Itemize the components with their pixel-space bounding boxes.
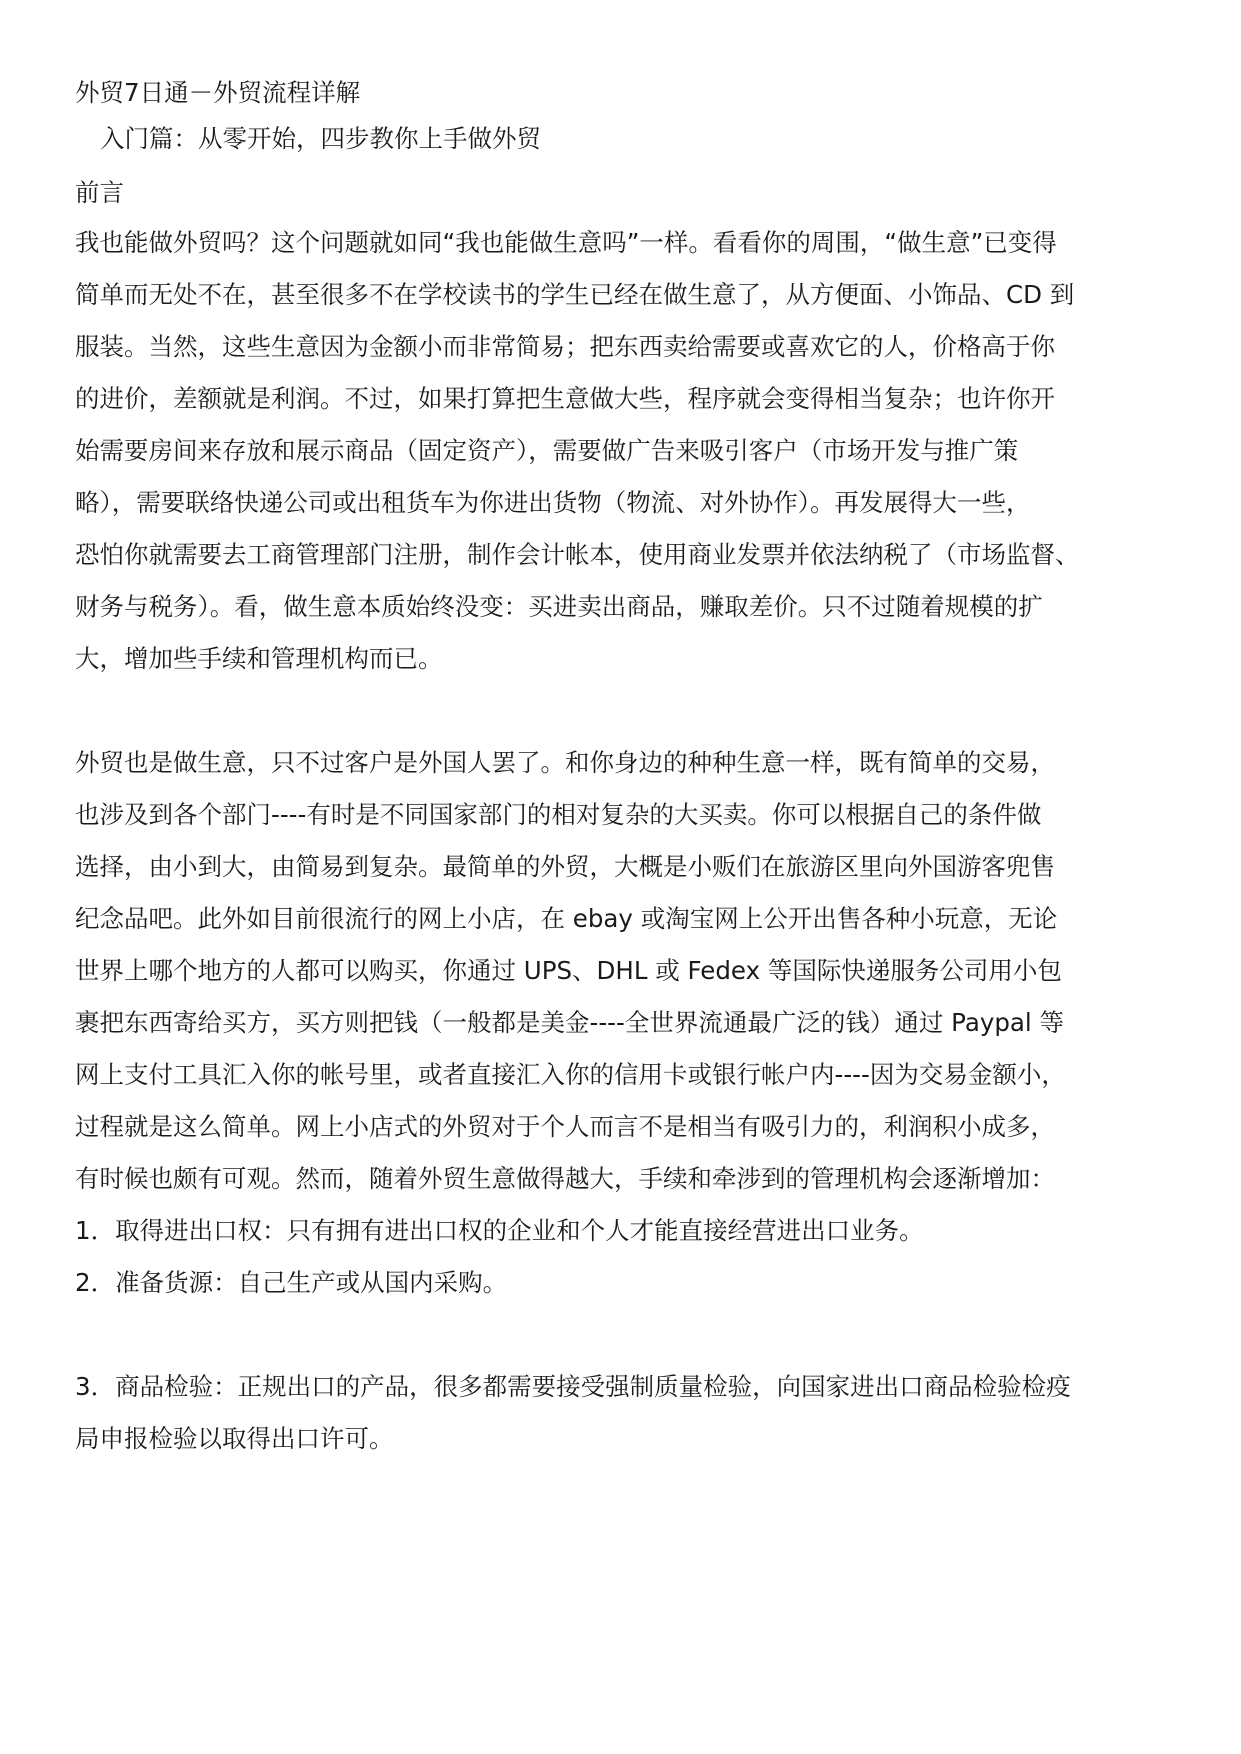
- step-item: 3．商品检验：正规出口的产品，很多都需要接受强制质量检验，向国家进出口商品检验检疫: [75, 1372, 1071, 1401]
- paragraph-line: 大，增加些手续和管理机构而已。: [75, 644, 443, 673]
- paragraph-line: 恐怕你就需要去工商管理部门注册，制作会计帐本，使用商业发票并依法纳税了（市场监督、: [75, 540, 1080, 569]
- paragraph-line: 裹把东西寄给买方，买方则把钱（一般都是美金----全世界流通最广泛的钱）通过 Paypal 等: [75, 1008, 1064, 1037]
- paragraph-line: 世界上哪个地方的人都可以购买，你通过 UPS、DHL 或 Fedex 等国际快递服务公司用小包: [75, 956, 1062, 985]
- paragraph-line: 财务与税务）。看，做生意本质始终没变：买进卖出商品，赚取差价。只不过随着规模的扩: [75, 592, 1043, 621]
- paragraph-line: 我也能做外贸吗？这个问题就如同“我也能做生意吗”一样。看看你的周围，“做生意”已变得: [75, 228, 1057, 257]
- step-item: 2．准备货源：自己生产或从国内采购。: [75, 1268, 508, 1297]
- step-item: 局申报检验以取得出口许可。: [75, 1424, 394, 1453]
- document-title: 外贸7日通－外贸流程详解: [75, 78, 361, 107]
- paragraph-line: 过程就是这么简单。网上小店式的外贸对于个人而言不是相当有吸引力的，利润积小成多，: [75, 1112, 1055, 1141]
- paragraph-line: 网上支付工具汇入你的帐号里，或者直接汇入你的信用卡或银行帐户内----因为交易金额小，: [75, 1060, 1066, 1089]
- paragraph-line: 简单而无处不在，甚至很多不在学校读书的学生已经在做生意了，从方便面、小饰品、CD 到: [75, 280, 1075, 309]
- document-subtitle: 入门篇：从零开始，四步教你上手做外贸: [100, 124, 541, 153]
- paragraph-line: 选择，由小到大，由简易到复杂。最简单的外贸，大概是小贩们在旅游区里向外国游客兜售: [75, 852, 1055, 881]
- paragraph-line: 服装。当然，这些生意因为金额小而非常简易；把东西卖给需要或喜欢它的人，价格高于你: [75, 332, 1055, 361]
- paragraph-line: 外贸也是做生意，只不过客户是外国人罢了。和你身边的种种生意一样，既有简单的交易，: [75, 748, 1055, 777]
- preface-heading: 前言: [75, 178, 124, 207]
- step-item: 1．取得进出口权：只有拥有进出口权的企业和个人才能直接经营进出口业务。: [75, 1216, 924, 1245]
- paragraph-line: 也涉及到各个部门----有时是不同国家部门的相对复杂的大买卖。你可以根据自己的条件做: [75, 800, 1042, 829]
- paragraph-line: 纪念品吧。此外如目前很流行的网上小店，在 ebay 或淘宝网上公开出售各种小玩意，无论: [75, 904, 1058, 933]
- paragraph-line: 始需要房间来存放和展示商品（固定资产），需要做广告来吸引客户（市场开发与推广策: [75, 436, 1019, 465]
- paragraph-line: 的进价，差额就是利润。不过，如果打算把生意做大些，程序就会变得相当复杂；也许你开: [75, 384, 1055, 413]
- paragraph-line: 略），需要联络快递公司或出租货车为你进出货物（物流、对外协作）。再发展得大一些，: [75, 488, 1031, 517]
- paragraph-line: 有时候也颇有可观。然而，随着外贸生意做得越大，手续和牵涉到的管理机构会逐渐增加：: [75, 1164, 1055, 1193]
